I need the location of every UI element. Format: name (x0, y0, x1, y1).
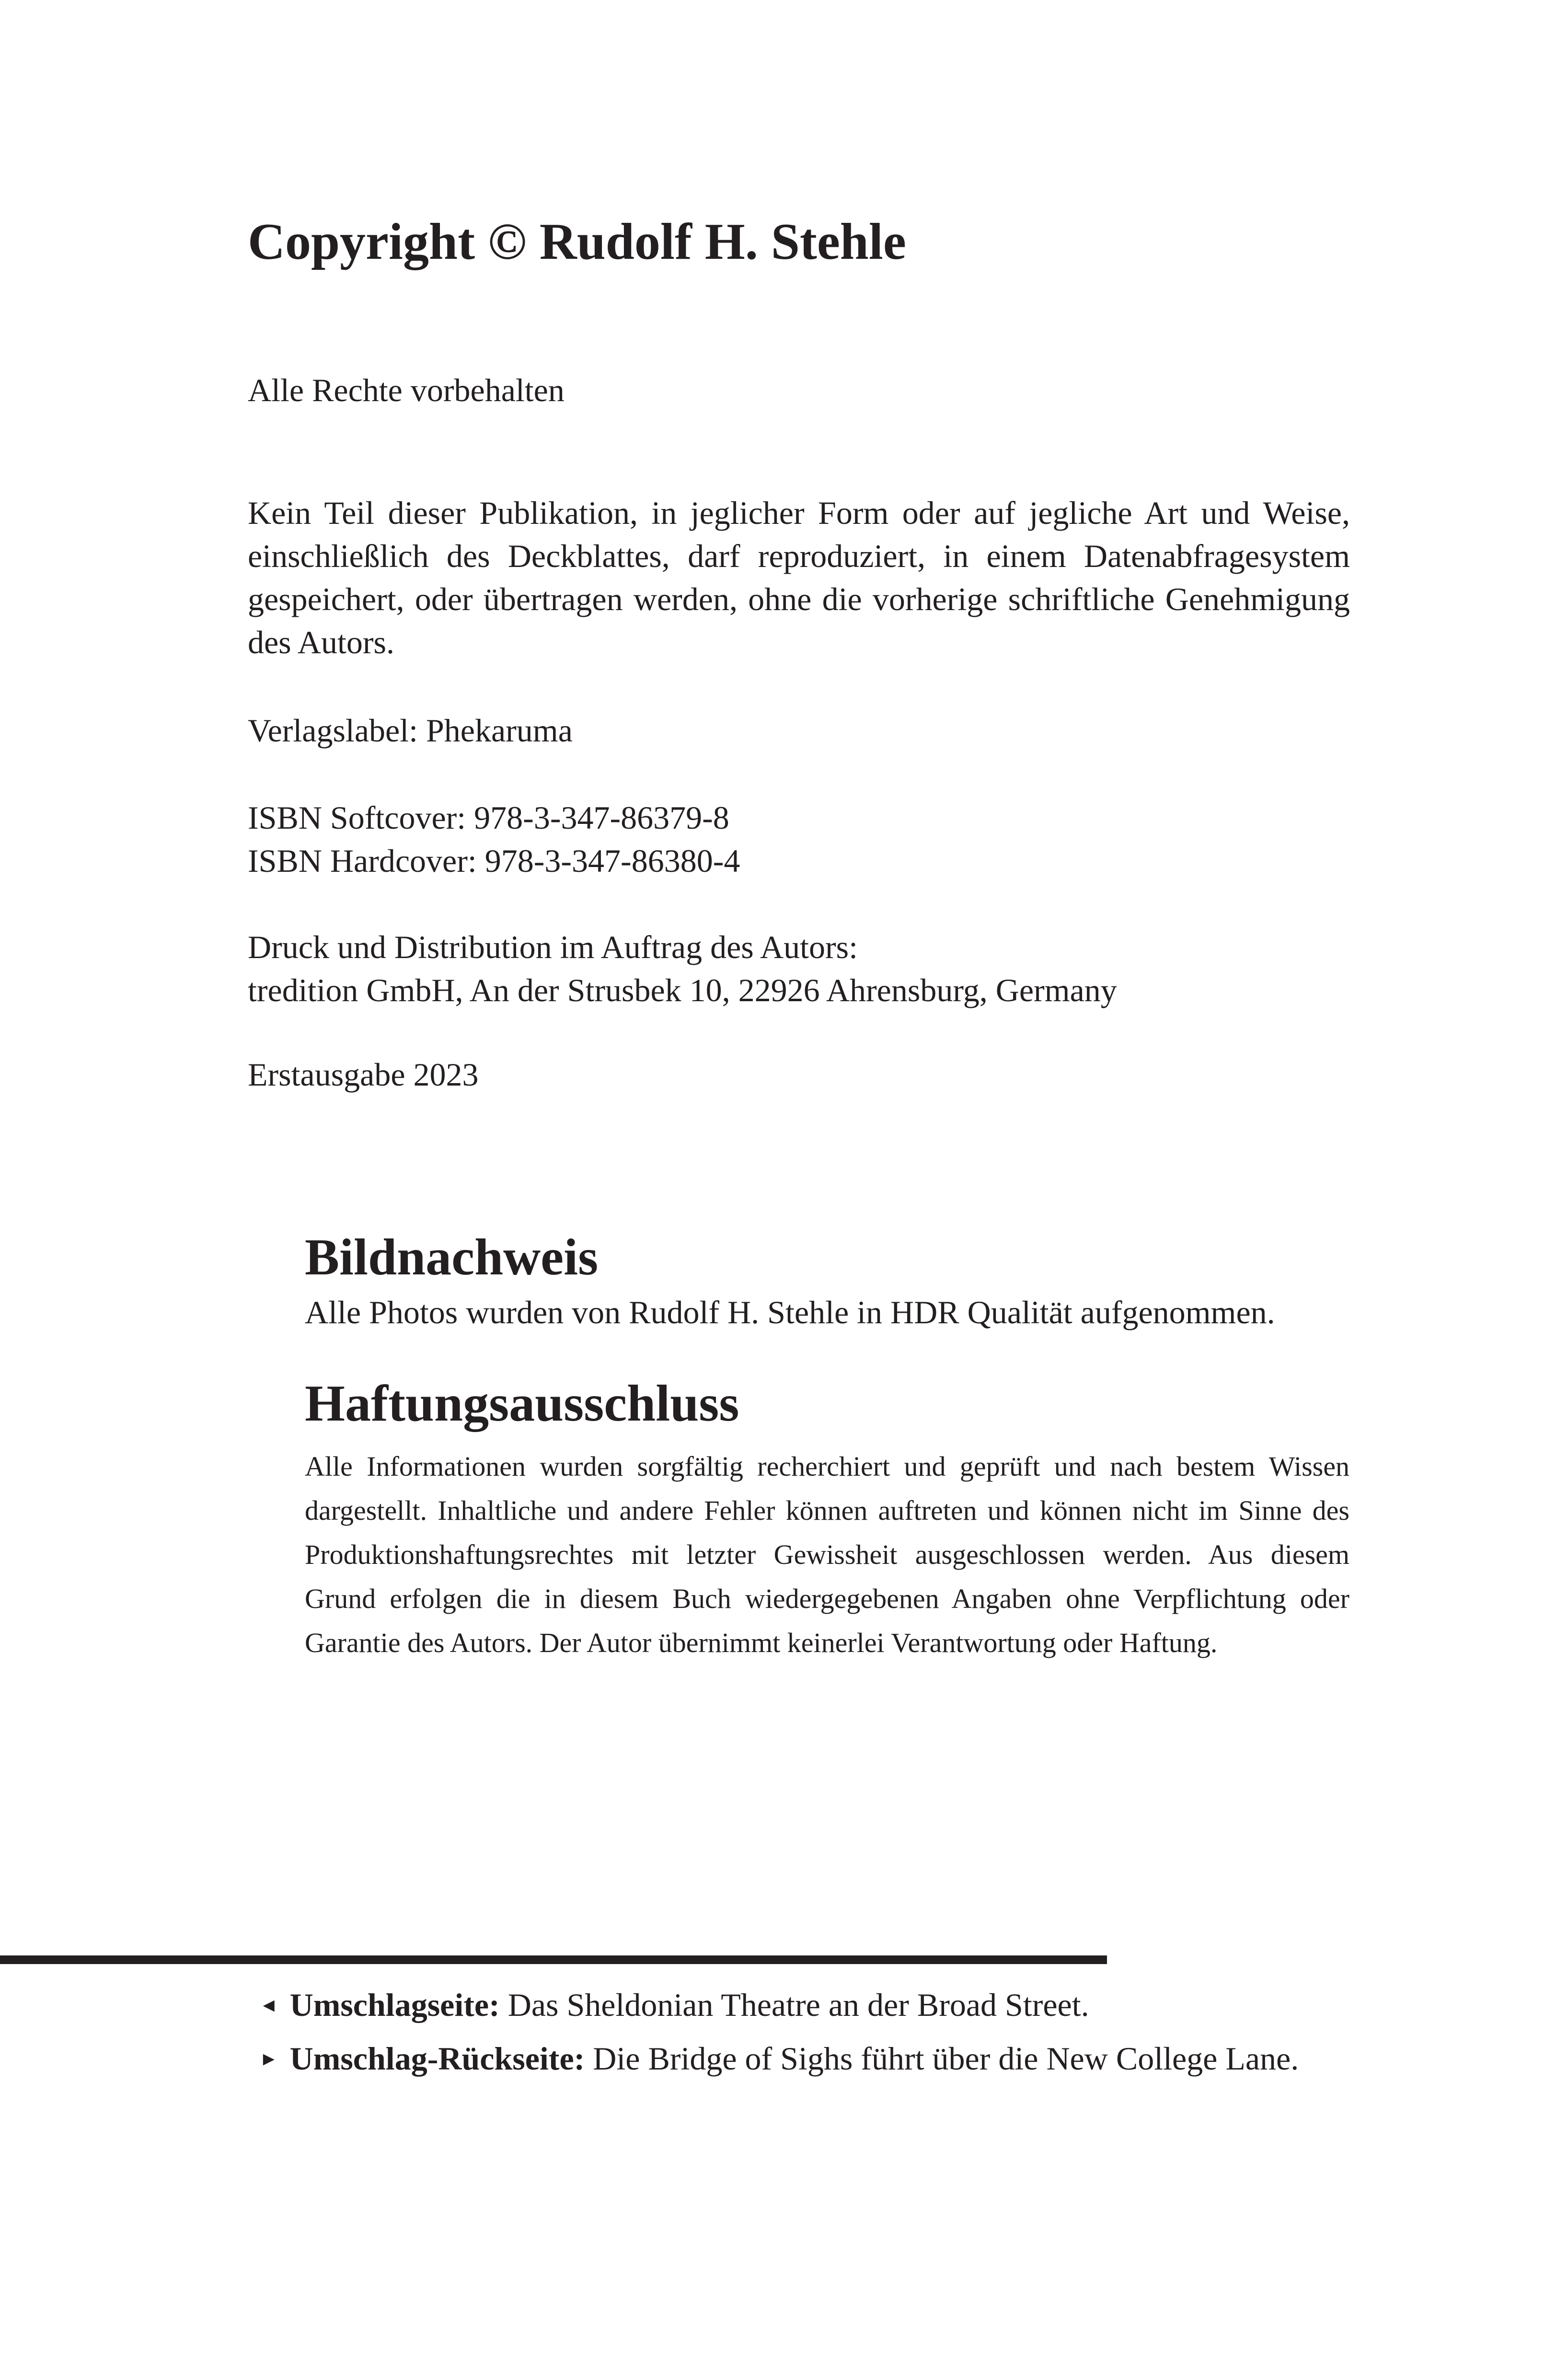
copyright-title: Copyright © Rudolf H. Stehle (248, 213, 906, 270)
back-cover-caption (259, 2037, 1299, 2083)
back-cover-label: Umschlag-Rückseite: (289, 2040, 585, 2077)
disclaimer-heading: Haftungsausschluss (305, 1375, 739, 1432)
front-cover-caption (259, 1983, 1089, 2030)
left-triangle-icon: ◄ (259, 1994, 278, 2016)
divider-rule (0, 1955, 1107, 1964)
publisher-label: Verlagslabel: Phekaruma (248, 712, 573, 749)
back-cover-text: Die Bridge of Sighs führt über die New College Lane. (585, 2040, 1299, 2077)
print-distribution-line: Druck und Distribution im Auftrag des Autors: (248, 929, 858, 965)
reproduction-notice: Kein Teil dieser Publikation, in jeglicher Form oder auf jegliche Art und Weise, einschließlich des Deckblattes, darf reproduziert, in einem Datenabfragesystem gespeichert, oder übertragen werden, ohne die vorherige schriftliche Genehmigung des Autors. (248, 495, 1350, 660)
publisher-address: tredition GmbH, An der Strusbek 10, 22926 Ahrensburg, Germany (248, 972, 1117, 1008)
edition-line: Erstausgabe 2023 (248, 1056, 479, 1093)
isbn-hardcover: ISBN Hardcover: 978-3-347-86380-4 (248, 843, 740, 879)
right-triangle-icon: ► (259, 2048, 278, 2070)
credits-heading: Bildnachweis (305, 1229, 599, 1286)
disclaimer-text: Alle Informationen wurden sorgfältig recherchiert und geprüft und nach bestem Wissen dargestellt. Inhaltliche und andere Fehler können auftreten und können nicht im Sinne des Produktionshaftungsrechtes mit letzter Gewissheit ausgeschlossen werden. Aus diesem Grund erfolgen die in diesem Buch wiedergegebenen Angaben ohne Verpflichtung oder Garantie des Autors. Der Autor übernimmt keinerlei Verantwortung oder Haftung. (305, 1451, 1349, 1658)
isbn-softcover: ISBN Softcover: 978-3-347-86379-8 (248, 799, 729, 836)
rights-reserved: Alle Rechte vorbehalten (248, 372, 565, 408)
front-cover-label: Umschlagseite: (289, 1987, 500, 2023)
front-cover-text: Das Sheldonian Theatre an der Broad Street. (499, 1987, 1089, 2023)
credits-text: Alle Photos wurden von Rudolf H. Stehle in HDR Qualität aufgenommen. (305, 1294, 1275, 1330)
